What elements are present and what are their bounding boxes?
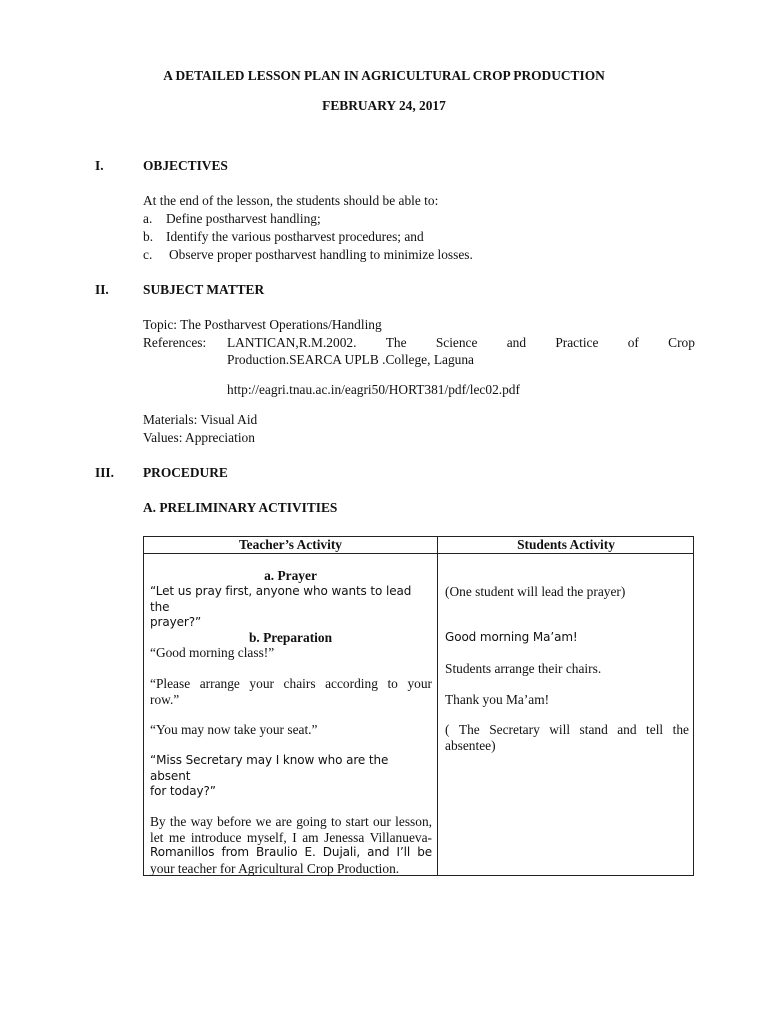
section-heading-subject-matter: SUBJECT MATTER (143, 282, 265, 297)
prayer-text-line: “Let us pray first, anyone who wants to lead the (150, 584, 412, 614)
student-line: absentee) (445, 737, 496, 753)
prayer-text (150, 584, 432, 631)
teacher-line: for today?” (150, 784, 216, 798)
references-line-1 (227, 335, 695, 351)
student-word: Secretary (489, 722, 540, 737)
table-header-divider (144, 553, 693, 554)
teacher-line: row.” (150, 691, 180, 707)
objective-marker: c. (143, 247, 153, 262)
student-paragraph (445, 722, 689, 753)
section-number-procedure: III. (95, 465, 114, 480)
student-word: The (458, 722, 480, 737)
sub-heading-preliminary-activities: A. PRELIMINARY ACTIVITIES (143, 500, 338, 515)
document-date: FEBRUARY 24, 2017 (322, 98, 446, 113)
student-word: will (549, 722, 571, 737)
materials-line: Materials: Visual Aid (143, 412, 258, 427)
reference-url[interactable]: http://eagri.tnau.ac.in/eagri50/HORT381/pdf/lec02.pdf (227, 382, 520, 397)
student-word: the (672, 722, 689, 737)
student-word: ( (445, 722, 450, 737)
reference-word: LANTICAN,R.M.2002. (227, 335, 357, 350)
teacher-line: “Please arrange your chairs according to your (150, 676, 432, 691)
teacher-paragraph (150, 676, 432, 707)
column-header-teacher: Teacher’s Activity (238, 537, 342, 552)
teacher-line: “Good morning class!” (150, 645, 275, 660)
column-header-students: Students Activity (517, 537, 615, 552)
document-title: A DETAILED LESSON PLAN IN AGRICULTURAL CROP PRODUCTION (163, 68, 605, 83)
student-line: (One student will lead the prayer) (445, 584, 626, 599)
reference-word: The (385, 335, 407, 350)
reference-word: of (627, 335, 639, 350)
objective-marker: b. (143, 229, 154, 244)
student-word: stand (579, 722, 608, 737)
prayer-heading: a. Prayer (264, 568, 317, 583)
objective-item: Observe proper postharvest handling to minimize losses. (169, 247, 473, 262)
student-line: Thank you Ma’am! (445, 692, 550, 707)
objective-marker: a. (143, 211, 153, 226)
teacher-line: your teacher for Agricultural Crop Production. (150, 860, 400, 876)
reference-word: and (506, 335, 527, 350)
teacher-line: let me introduce myself, I am Jenessa Villanueva- (150, 829, 432, 845)
section-heading-objectives: OBJECTIVES (143, 158, 228, 173)
teacher-line: “You may now take your seat.” (150, 722, 318, 737)
objective-item: Identify the various postharvest procedures; and (166, 229, 424, 244)
objectives-intro: At the end of the lesson, the students should be able to: (143, 193, 439, 208)
student-word: and (617, 722, 637, 737)
prayer-text-line: prayer?” (150, 615, 202, 629)
section-number-objectives: I. (95, 158, 104, 173)
reference-word: Crop (668, 335, 695, 350)
student-line (445, 722, 689, 738)
references-label: References: (143, 335, 207, 350)
teacher-paragraph (150, 753, 432, 800)
activities-table (143, 536, 694, 876)
teacher-introduction (150, 814, 432, 876)
preparation-heading: b. Preparation (248, 630, 333, 645)
table-column-divider (437, 537, 438, 875)
section-number-subject-matter: II. (95, 282, 109, 297)
section-heading-procedure: PROCEDURE (143, 465, 228, 480)
reference-word: Science (435, 335, 478, 350)
objective-item: Define postharvest handling; (166, 211, 321, 226)
student-line: Good morning Ma’am! (445, 630, 578, 644)
references-line-2: Production.SEARCA UPLB .College, Laguna (227, 352, 474, 367)
student-word: tell (646, 722, 664, 737)
topic-line: Topic: The Postharvest Operations/Handling (143, 317, 382, 332)
teacher-line: Romanillos from Braulio E. Dujali, and I’ll be (150, 845, 432, 859)
values-line: Values: Appreciation (143, 430, 255, 445)
teacher-line: By the way before we are going to start our lesson, (150, 814, 432, 829)
student-line: Students arrange their chairs. (445, 661, 602, 676)
reference-word: Practice (555, 335, 599, 350)
teacher-line: “Miss Secretary may I know who are the absent (150, 753, 389, 783)
